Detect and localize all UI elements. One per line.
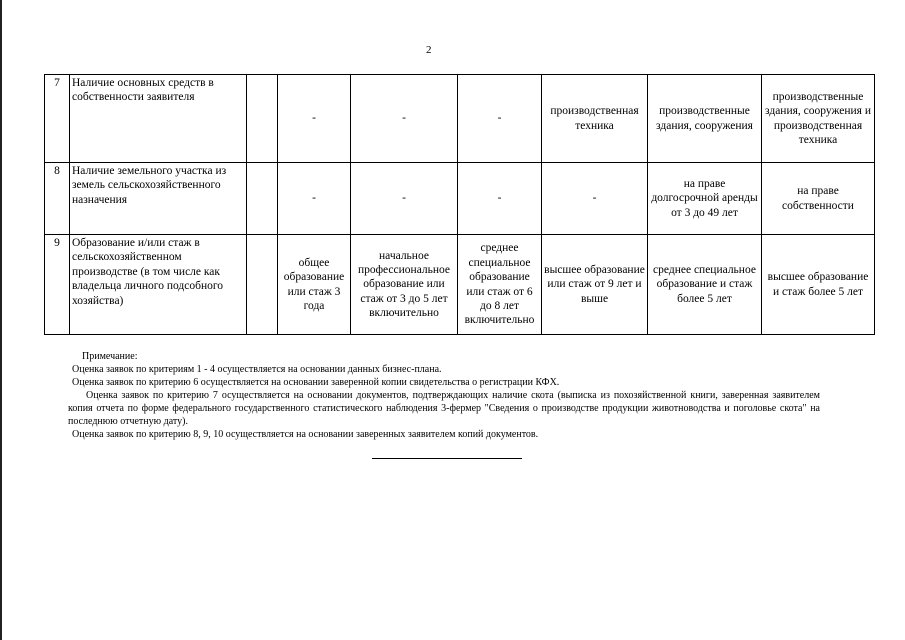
criterion-cell: Образование и/или стаж в сельскохозяйственном производстве (в том числе как владельца личного подсобного хозяйства)	[70, 235, 247, 335]
score-cell	[247, 75, 278, 163]
score-cell: -	[278, 75, 351, 163]
score-cell: производственная техника	[542, 75, 648, 163]
page-number: 2	[426, 44, 432, 56]
score-cell: на праве собственности	[762, 163, 875, 235]
score-cell: производственные здания, сооружения	[648, 75, 762, 163]
score-cell: производственные здания, сооружения и производственная техника	[762, 75, 875, 163]
score-cell: среднее специальное образование или стаж от 6 до 8 лет включительно	[458, 235, 542, 335]
score-cell: высшее образование и стаж более 5 лет	[762, 235, 875, 335]
score-cell: начальное профессиональное образование или стаж от 3 до 5 лет включительно	[351, 235, 458, 335]
row-number: 9	[45, 235, 70, 335]
page-edge	[0, 0, 2, 640]
table-row	[45, 235, 875, 335]
score-cell: общее образование или стаж 3 года	[278, 235, 351, 335]
score-cell: -	[542, 163, 648, 235]
row-number: 8	[45, 163, 70, 235]
notes-heading: Примечание:	[82, 351, 138, 362]
criterion-cell: Наличие земельного участка из земель сельскохозяйственного назначения	[70, 163, 247, 235]
table-row	[45, 75, 875, 163]
separator-line	[372, 458, 522, 459]
row-number: 7	[45, 75, 70, 163]
note-line: Оценка заявок по критерию 6 осуществляется на основании заверенной копии свидетельства о регистрации КФХ.	[72, 377, 560, 388]
score-cell: -	[351, 75, 458, 163]
note-line: Оценка заявок по критериям 1 - 4 осуществляется на основании данных бизнес-плана.	[72, 364, 442, 375]
note-line: Оценка заявок по критерию 8, 9, 10 осуществляется на основании заверенных заявителем копий документов.	[72, 429, 539, 440]
score-cell: -	[458, 163, 542, 235]
score-cell: -	[278, 163, 351, 235]
note-line: Оценка заявок по критерию 7 осуществляется на основании документов, подтверждающих наличие скота (выписка из похозяйственной книги, заверенная заявителем копия отчета по форме федерального государственного статистического наблюдения 3-фермер "Сведения о производстве продукции животноводства и поголовье скота" на последнюю отчетную дату).	[68, 390, 820, 427]
table-row	[45, 163, 875, 235]
score-cell: на праве долгосрочной аренды от 3 до 49 лет	[648, 163, 762, 235]
score-cell: высшее образование или стаж от 9 лет и выше	[542, 235, 648, 335]
score-cell: -	[458, 75, 542, 163]
criteria-table	[44, 74, 875, 335]
notes-block	[68, 350, 820, 441]
criterion-cell: Наличие основных средств в собственности заявителя	[70, 75, 247, 163]
score-cell	[247, 235, 278, 335]
score-cell: -	[351, 163, 458, 235]
score-cell	[247, 163, 278, 235]
score-cell: среднее специальное образование и стаж более 5 лет	[648, 235, 762, 335]
